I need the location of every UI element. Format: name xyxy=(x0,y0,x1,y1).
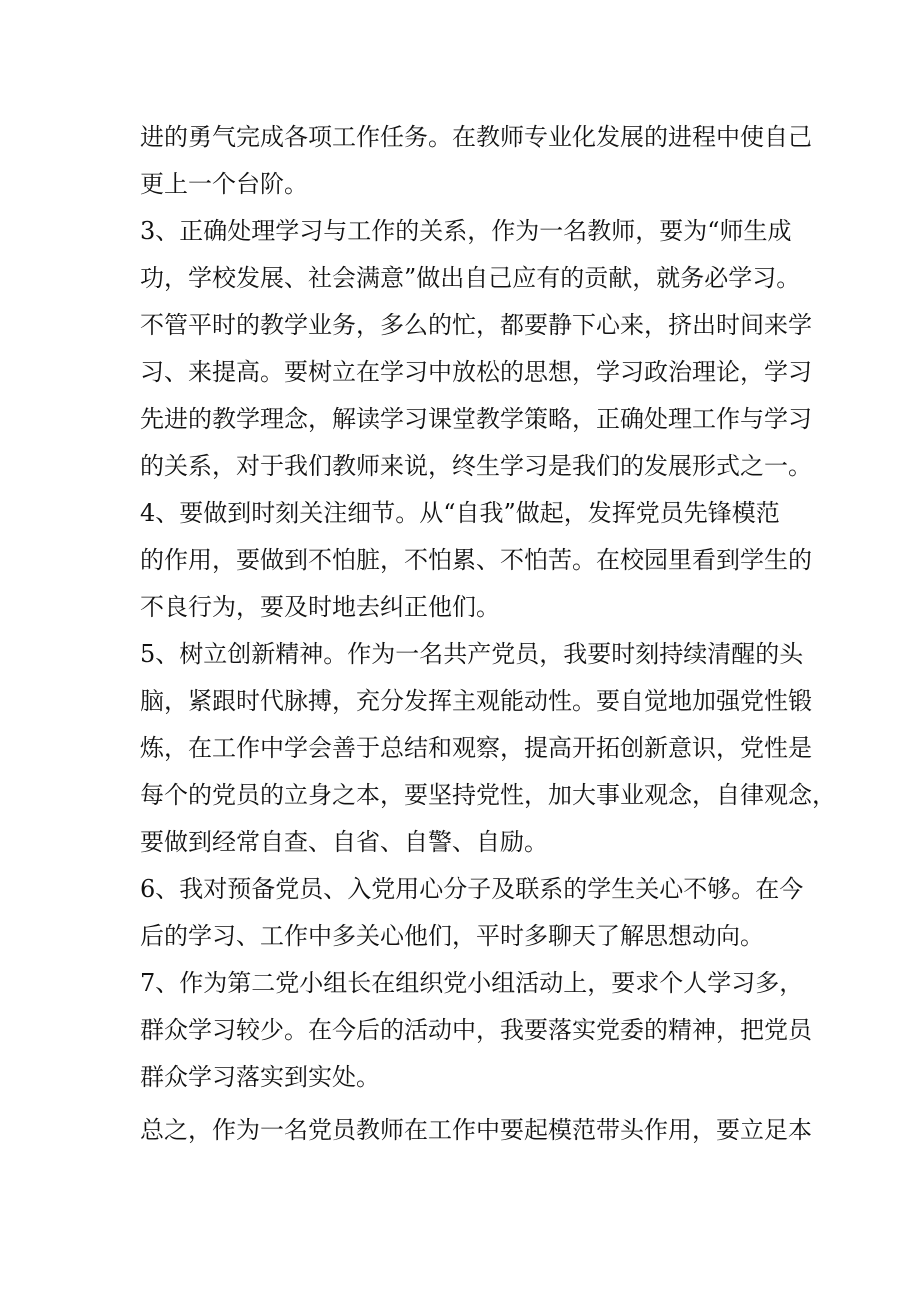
text-line-12: 5、树立创新精神。作为一名共产党员，我要时刻持续清醒的头 xyxy=(140,640,804,668)
text-line-19: 7、作为第二党小组长在组织党小组活动上，要求个人学习多， xyxy=(140,969,804,997)
text-line-7: 先进的教学理念，解读学习课堂教学策略，正确处理工作与学习 xyxy=(140,405,812,433)
document-body xyxy=(140,114,836,1154)
text-line-5: 不管平时的教学业务，多么的忙，都要静下心来，挤出时间来学 xyxy=(140,311,812,339)
text-line-9: 4、要做到时刻关注细节。从“自我”做起，发挥党员先锋模范 xyxy=(140,499,780,527)
text-line-4: 功，学校发展、社会满意”做出自己应有的贡献，就务必学习。 xyxy=(140,264,801,292)
text-line-3: 3、正确处理学习与工作的关系，作为一名教师，要为“师生成 xyxy=(140,217,792,245)
text-line-17: 6、我对预备党员、入党用心分子及联系的学生关心不够。在今 xyxy=(140,875,804,903)
text-line-16: 要做到经常自查、自省、自警、自励。 xyxy=(140,828,548,856)
text-line-22: 总之，作为一名党员教师在工作中要起模范带头作用，要立足本 xyxy=(140,1116,812,1144)
text-line-11: 不良行为，要及时地去纠正他们。 xyxy=(140,593,500,621)
text-line-10: 的作用，要做到不怕脏，不怕累、不怕苦。在校园里看到学生的 xyxy=(140,546,812,574)
text-line-14: 炼，在工作中学会善于总结和观察，提高开拓创新意识，党性是 xyxy=(140,734,812,762)
text-line-21: 群众学习落实到实处。 xyxy=(140,1063,380,1091)
text-line-18: 后的学习、工作中多关心他们，平时多聊天了解思想动向。 xyxy=(140,922,764,950)
text-line-13: 脑，紧跟时代脉搏，充分发挥主观能动性。要自觉地加强党性锻 xyxy=(140,687,812,715)
text-line-1: 进的勇气完成各项工作任务。在教师专业化发展的进程中使自己 xyxy=(140,123,812,151)
text-line-15: 每个的党员的立身之本，要坚持党性，加大事业观念，自律观念， xyxy=(140,781,836,809)
text-line-6: 习、来提高。要树立在学习中放松的思想，学习政治理论，学习 xyxy=(140,358,812,386)
text-line-20: 群众学习较少。在今后的活动中，我要落实党委的精神，把党员 xyxy=(140,1016,812,1044)
text-line-2: 更上一个台阶。 xyxy=(140,170,308,198)
text-line-8: 的关系，对于我们教师来说，终生学习是我们的发展形式之一。 xyxy=(140,452,812,480)
